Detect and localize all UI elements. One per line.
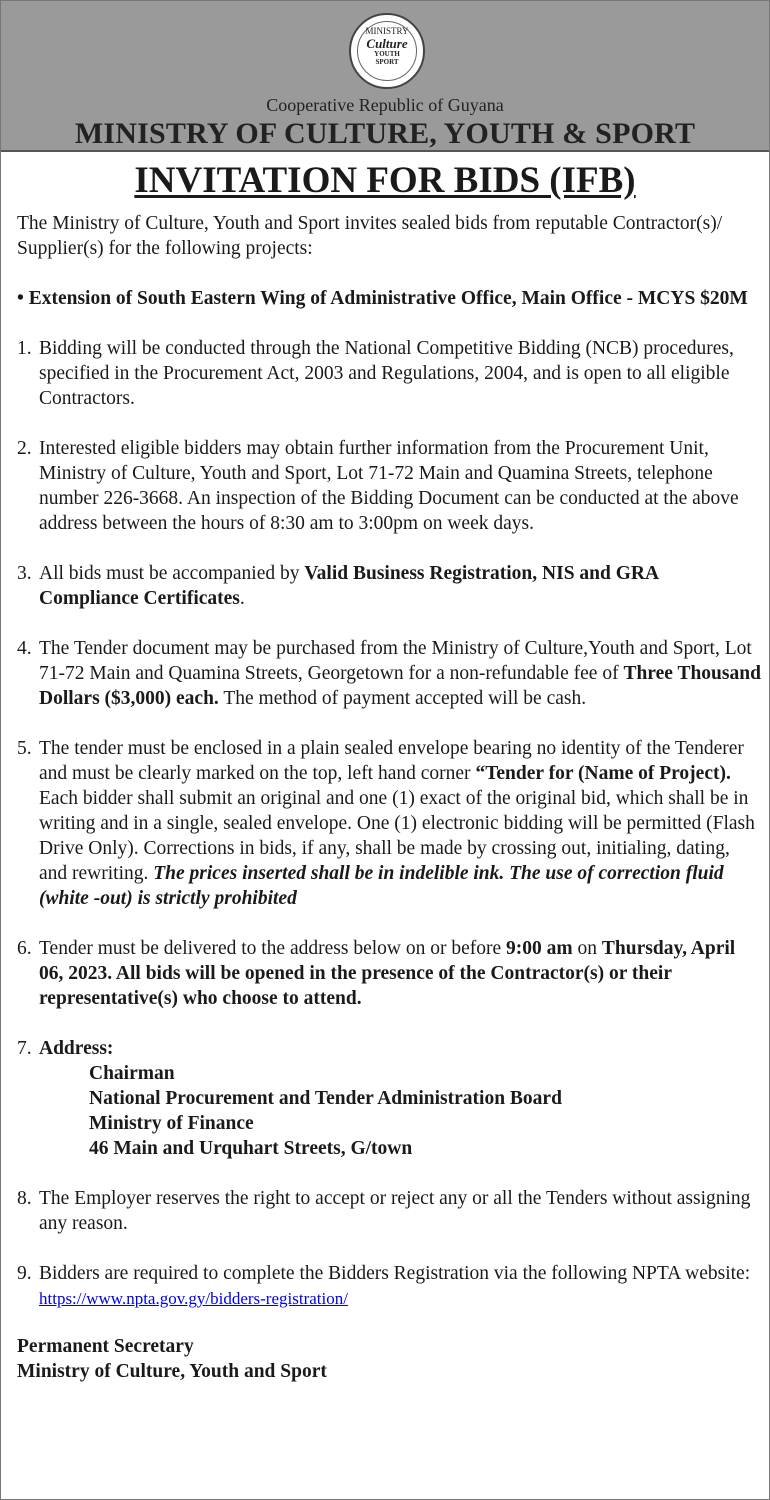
item-number: 7. [17, 1038, 32, 1059]
address-line: 46 Main and Urquhart Streets, G/town [89, 1138, 413, 1159]
project-text: Extension of South Eastern Wing of Administrative Office, Main Office - MCYS $20M [28, 288, 748, 309]
item-text [39, 736, 761, 911]
signatory-title: Permanent Secretary [17, 1336, 194, 1357]
logo-line2: YOUTH [374, 50, 400, 58]
item-text [39, 1261, 761, 1311]
list-item [17, 1186, 761, 1236]
address-line: Chairman [89, 1063, 175, 1084]
signatory-org: Ministry of Culture, Youth and Sport [17, 1361, 327, 1382]
ministry-name: MINISTRY OF CULTURE, YOUTH & SPORT [74, 117, 696, 150]
item-text-part: on [572, 938, 602, 959]
item-text: Interested eligible bidders may obtain further information from the Procurement Unit, Ministry of Culture, Youth and Sport, Lot 71-72 Main and Quamina Streets, telephone number 226-3668. An inspection of the Bidding Document can be conducted at the above address between the hours of 8:30 am to 3:00pm on week days. [39, 438, 739, 534]
address-line: Ministry of Finance [89, 1113, 254, 1134]
list-item [17, 936, 761, 1011]
republic-name: Cooperative Republic of Guyana [266, 95, 504, 115]
item-number: 5. [17, 738, 32, 759]
address-line: National Procurement and Tender Administration Board [89, 1088, 562, 1109]
item-text-part: Each bidder shall submit an original and one (1) exact of the original bid, which shall be in writing and in a single, sealed envelope. One (1) electronic bidding will be permitted (Flash Drive Only). Corrections in bids, if any, shall be made by crossing out, initialing, dating, and rewriting. [39, 788, 755, 884]
list-item [17, 1261, 761, 1311]
item-text: Bidding will be conducted through the National Competitive Bidding (NCB) procedures, specified in the Procurement Act, 2003 and Regulations, 2004, and is open to all eligible Contractors. [39, 338, 734, 409]
item-text-part: The tender must be enclosed in a plain sealed envelope bearing no identity of the Tenderer and must be clearly marked on the top, left hand corner [39, 738, 744, 784]
item-number: 4. [17, 638, 32, 659]
item-number: 8. [17, 1188, 32, 1209]
item-number: 2. [17, 438, 32, 459]
address-label: Address: [39, 1038, 114, 1059]
item-text-part: Bidders are required to complete the Bidders Registration via the following NPTA website: [39, 1263, 751, 1284]
ministry-logo-icon [349, 13, 425, 89]
list-item [17, 736, 761, 911]
list-item [17, 1036, 761, 1161]
item-text-part: The Tender document may be purchased from the Ministry of Culture,Youth and Sport, Lot 71-72 Main and Quamina Streets, Georgetown for a non-refundable fee of [39, 638, 752, 684]
header-banner [1, 1, 769, 152]
logo-crest-text: MINISTRY [365, 26, 409, 36]
list-item [17, 436, 761, 536]
item-text-bold: Three Thousand Dollars ($3,000) each. [39, 663, 761, 709]
project-bullet: • Extension of South Eastern Wing of Administrative Office, Main Office - MCYS $20M [17, 288, 748, 309]
item-number: 3. [17, 563, 32, 584]
item-text-bold: Valid Business Registration, NIS and GRA Compliance Certificates [39, 563, 658, 609]
item-text-part: Tender must be delivered to the address below on or before [39, 938, 507, 959]
npta-registration-link[interactable]: https://www.npta.gov.gy/bidders-registration/ [39, 1289, 348, 1308]
address-block [39, 1036, 761, 1161]
logo-line3: SPORT [375, 58, 399, 66]
item-text-bold-italic: The prices inserted shall be in indelible ink. The use of correction fluid (white -out) is strictly prohibited [39, 863, 724, 909]
item-text: The Employer reserves the right to accept or reject any or all the Tenders without assigning any reason. [39, 1188, 751, 1234]
item-text-bold: 9:00 am [506, 938, 573, 959]
item-text-bold: Thursday, April 06, 2023. All bids will be opened in the presence of the Contractor(s) or their representative(s) who choose to attend. [39, 938, 736, 1009]
item-text-part: . [239, 588, 245, 609]
list-item [17, 561, 761, 611]
logo-seal [357, 21, 417, 81]
item-text [39, 636, 761, 711]
signature-block [17, 1334, 761, 1384]
item-text-part: The method of payment accepted will be cash. [218, 688, 587, 709]
item-text-part: All bids must be accompanied by [39, 563, 305, 584]
item-text-bold: “Tender for (Name of Project). [475, 763, 731, 784]
logo-script-text: Culture [366, 36, 408, 51]
document-body [17, 211, 761, 1384]
list-item [17, 336, 761, 411]
page-title: INVITATION FOR BIDS (IFB) [134, 160, 636, 201]
item-number: 1. [17, 338, 32, 359]
intro-paragraph: The Ministry of Culture, Youth and Sport invites sealed bids from reputable Contractor(s)/ Supplier(s) for the following projects: [17, 213, 723, 259]
item-text [39, 936, 761, 1011]
item-number: 6. [17, 938, 32, 959]
item-number: 9. [17, 1263, 32, 1284]
item-text [39, 561, 761, 611]
list-item [17, 636, 761, 711]
